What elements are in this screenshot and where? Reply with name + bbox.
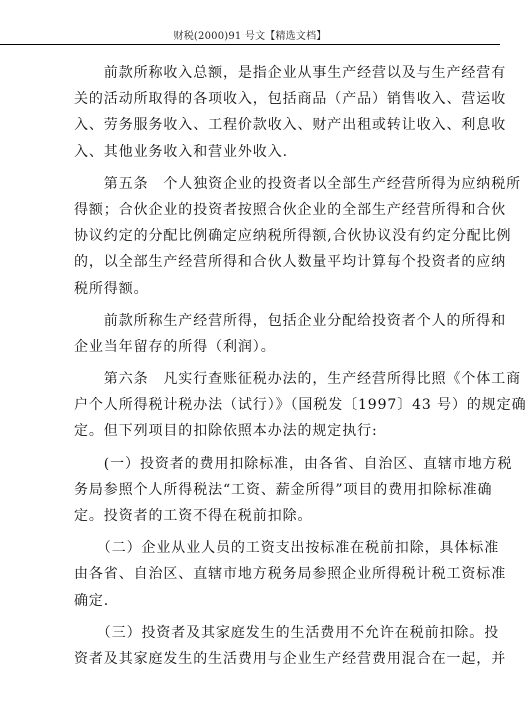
text-line: 第五条 个人独资企业的投资者以全部生产经营所得为应纳税所 xyxy=(74,175,521,192)
text-line: 由各省、自治区、直辖市地方税务局参照企业所得税计税工资标准 xyxy=(74,566,507,583)
text-line: 的，以全部生产经营所得和合伙人数量平均计算每个投资者的应纳 xyxy=(74,254,507,271)
paragraph xyxy=(74,535,507,614)
text-line: 前款所称收入总额，是指企业从事生产经营以及与生产经营有 xyxy=(74,65,507,81)
paragraph xyxy=(74,60,507,165)
text-line: 务局参照个人所得税法“工资、薪金所得”项目的费用扣除标准确 xyxy=(74,481,493,498)
paragraph xyxy=(74,171,521,302)
text-line: 税所得额。 xyxy=(74,280,149,297)
text-line: 户个人所得税计税办法（试行）》（国税发〔1997〕43 号）的规定确 xyxy=(74,397,527,414)
text-line: 关的活动所取得的各项收入，包括商品（产品）销售收入、营运收 xyxy=(74,91,507,108)
text-line: (一）投资者的费用扣除标准，由各省、自治区、直辖市地方税 xyxy=(74,455,513,472)
text-line: 第六条 凡实行查账征税办法的，生产经营所得比照《个体工商 xyxy=(74,371,521,388)
header-title: 财税(2000)91 号文【精选文档】 xyxy=(173,31,327,42)
text-line: 定。投资者的工资不得在税前扣除。 xyxy=(74,508,313,524)
paragraph xyxy=(74,451,513,530)
document-body xyxy=(74,60,527,672)
text-line: 资者及其家庭发生的生活费用与企业生产经营费用混合在一起，并 xyxy=(74,650,507,667)
text-line: 入、劳务服务收入、工程价款收入、财产出租或转让收入、利息收 xyxy=(74,117,507,134)
text-line: 前款所称生产经营所得，包括企业分配给投资者个人的所得和 xyxy=(74,312,507,329)
text-line: （二）企业从业人员的工资支出按标准在税前扣除，具体标准 xyxy=(74,540,500,557)
text-line: 协议约定的分配比例确定应纳税所得额,合伙协议没有约定分配比例 xyxy=(74,228,512,245)
paragraph xyxy=(74,366,527,445)
page-header xyxy=(0,0,500,45)
text-line: 得额；合伙企业的投资者按照合伙企业的全部生产经营所得和合伙 xyxy=(74,201,507,218)
text-line: 确定. xyxy=(74,592,110,609)
text-line: （三）投资者及其家庭发生的生活费用不允许在税前扣除。投 xyxy=(74,624,500,641)
text-line: 企业当年留存的所得（利润）。 xyxy=(74,338,276,355)
text-line: 定。但下列项目的扣除依照本办法的规定执行: xyxy=(74,423,378,440)
paragraph xyxy=(74,308,507,360)
paragraph xyxy=(74,620,507,672)
text-line: 入、其他业务收入和营业外收入. xyxy=(74,143,288,160)
